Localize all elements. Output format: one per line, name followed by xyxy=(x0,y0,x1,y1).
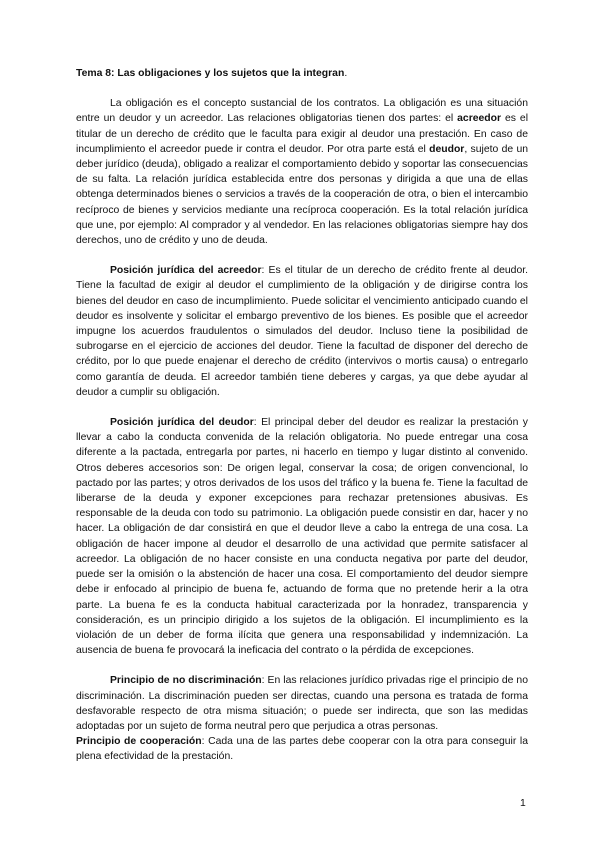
term-acreedor: acreedor xyxy=(457,113,502,125)
paragraph-text: , sujeto de un deber jurídico (deuda), obligado a realizar el comportamiento debido y soportar las consecuencias de su falta. La relación jurídica establecida entre dos personas y dirigida a que una de ellas obtenga determinados bienes o servicios a través de la cooperación de otra, o bien el intercambio recíproco de bienes y servicios mediante una recíproca cooperación. Es la total relación jurídica que une, por ejemplo: Al comprador y al vendedor. En las relaciones obligatorias siempre hay dos derechos, uno de crédito y uno de deuda. xyxy=(76,143,528,247)
paragraph-posicion-acreedor xyxy=(76,263,528,400)
paragraph-no-discriminacion xyxy=(76,673,528,734)
paragraph-text: La obligación es el concepto sustancial de los contratos. La obligación es una situación entre un deudor y un acreedor. Las relaciones obligatorias tienen dos partes: el xyxy=(76,98,528,125)
paragraph-text: : El principal deber del deudor es realizar la prestación y llevar a cabo la conducta convenida de la relación obligatoria. No puede entregar una cosa diferente a la pactada, entregarla por partes, ni hacerlo en tiempo y lugar distinto al convenido. Otros deberes accesorios son: De origen legal, conservar la cosa; de origen convencional, lo pactado por las partes; y otros derivados de los usos del tráfico y la buena fe. Tiene la facultad de liberarse de la deuda y exponer excepciones para rechazar pretensiones abusivas. Es responsable de la deuda con todo su patrimonio. La obligación puede consistir en dar, hacer y no hacer. La obligación de dar consistirá en que el deudor lleve a cabo la entrega de una cosa. La obligación de hacer impone al deudor el desarrollo de una actividad que permite satisfacer al acreedor. La obligación de no hacer consiste en una conducta negativa por parte del deudor, puede ser la omisión o la abstención de hacer una cosa. El comportamiento del deudor siempre debe ir enfocado al principio de buena fe, actuando de forma que no pretende herir a la otra parte. La buena fe es la conducta habitual caracterizada por la honradez, transparencia y consideración, es un principio dirigido a los sujetos de la obligación. El incumplimiento es la violación de un deber de forma ilícita que genera una responsabilidad y indemnización. La ausencia de buena fe provocará la ineficacia del contrato o la pérdida de excepciones. xyxy=(76,417,528,657)
paragraph-posicion-deudor xyxy=(76,415,528,658)
section-heading: Posición jurídica del deudor xyxy=(110,417,254,429)
page-number: 1 xyxy=(520,798,526,809)
paragraph-cooperacion xyxy=(76,734,528,764)
paragraph-text: : Es el titular de un derecho de crédito frente al deudor. Tiene la facultad de exigir al deudor el cumplimiento de la obligación y de dirigirse contra los bienes del deudor en caso de incumplimiento. Puede solicitar el vencimiento anticipado cuando el deudor es insolvente y solicitar el embargo preventivo de los bienes. Es posible que el acreedor impugne los acuerdos fraudulentos o simulados del deudor. Incluso tiene la posibilidad de subrogarse en el ejercicio de acciones del deudor. Tiene la facultad de disponer del derecho de crédito, por lo que puede enajenar el derecho de crédito (intervivos o mortis causa) o entregarlo como garantía de deuda. El acreedor también tiene deberes y cargas, ya que debe ayudar al deudor a cumplir su obligación. xyxy=(76,265,528,398)
title-text: Tema 8: Las obligaciones y los sujetos que la integran xyxy=(76,68,345,79)
document-title xyxy=(76,66,528,81)
section-heading: Posición jurídica del acreedor xyxy=(110,265,262,277)
term-deudor: deudor xyxy=(429,143,465,155)
document-body xyxy=(76,66,528,780)
title-period: . xyxy=(344,68,348,79)
paragraph-text: : En las relaciones jurídico privadas rige el principio de no discriminación. La discriminación pueden ser directas, cuando una persona es tratada de forma desfavorable respecto de otra misma situación; o puede ser indirecta, que son las medidas adoptadas por un sujeto de forma neutral pero que perjudica a otras personas. xyxy=(76,675,528,732)
section-heading: Principio de no discriminación xyxy=(110,675,262,687)
section-heading: Principio de cooperación xyxy=(76,736,202,748)
paragraph-text: es el titular de un derecho de crédito que le faculta para exigir al deudor una prestación. En caso de incumplimiento el acreedor puede ir contra el deudor. Por otra parte está el xyxy=(76,113,528,155)
paragraph-obligacion xyxy=(76,96,528,248)
paragraph-text: : Cada una de las partes debe cooperar con la otra para conseguir la plena efectividad de la prestación. xyxy=(76,736,528,763)
